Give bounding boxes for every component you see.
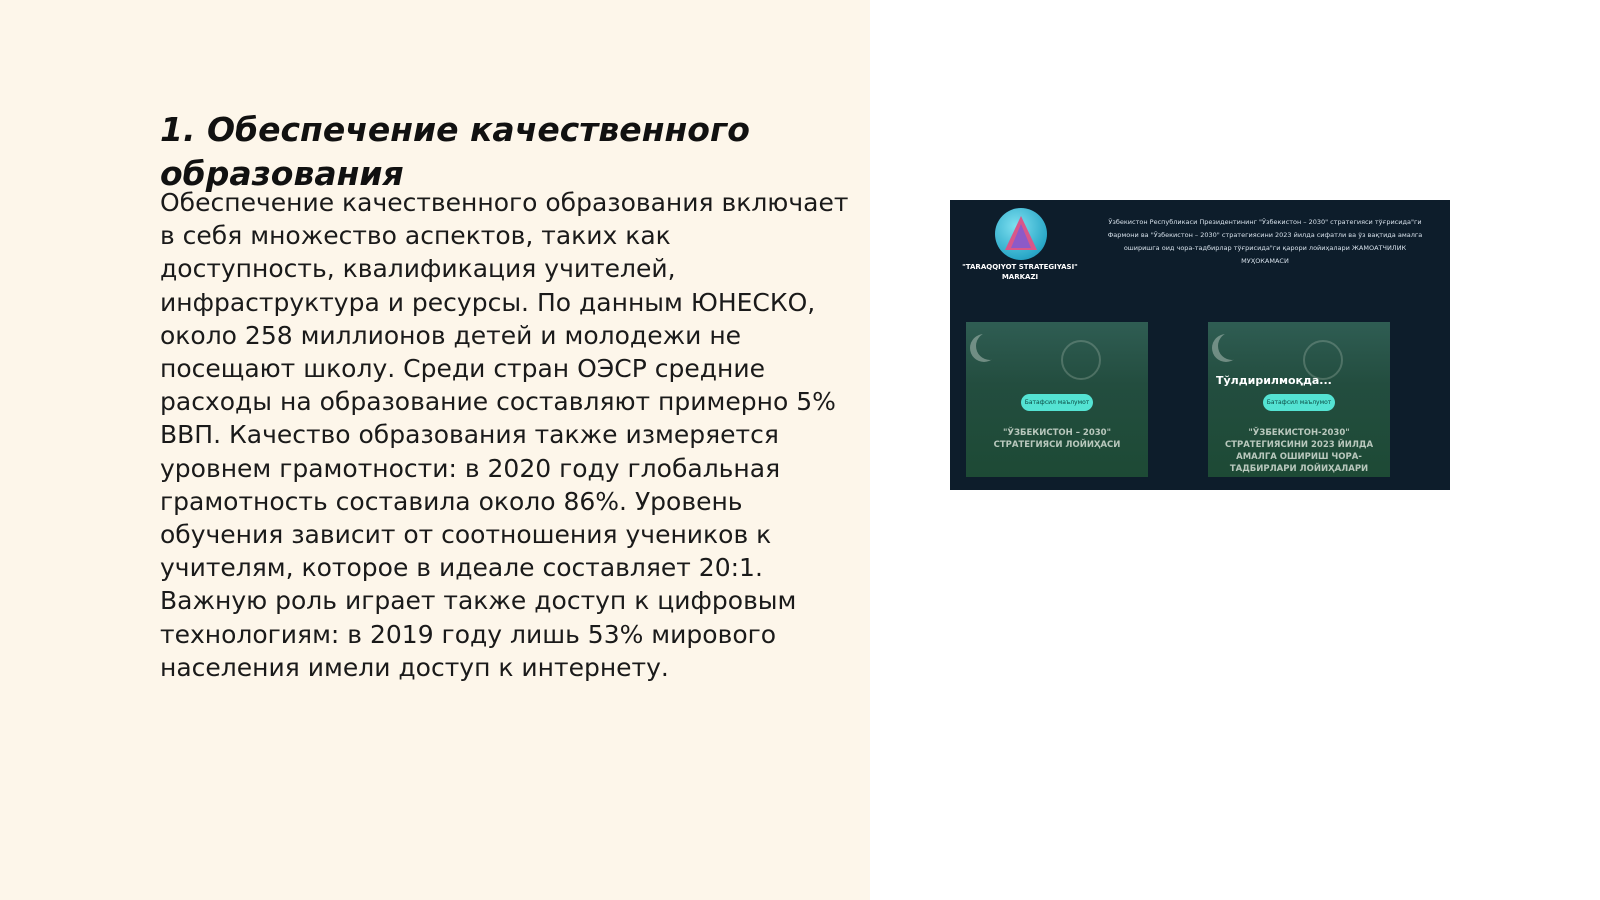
embedded-website-screenshot <box>950 200 1450 490</box>
strategy-card <box>966 322 1148 477</box>
slide-heading: 1. Обеспечение качественного образования <box>160 110 750 193</box>
card-status: Тўлдирилмоқда... <box>1216 374 1332 387</box>
details-button: Батафсил маълумот <box>1263 394 1335 411</box>
slide-body-text: Обеспечение качественного образования включает в себя множество аспектов, таких как доступность, квалификация учителей, инфраструктура и ресурсы. По данным ЮНЕСКО, около 258 миллионов детей и молодежи не посещают школу. Среди стран ОЭСР средние расходы на образование составляют примерно 5% ВВП. Качество образования также измеряется уровнем грамотности: в 2020 году глобальная грамотность составила около 86%. Уровень обучения зависит от соотношения учеников к учителям, которое в идеале составляет 20:1. Важную роль играет также доступ к цифровым технологиям: в 2019 году лишь 53% мирового населения имели доступ к интернету. <box>160 188 849 682</box>
crescent-moon-icon <box>1218 332 1246 360</box>
details-button: Батафсил маълумот <box>1021 394 1093 411</box>
card-caption: "ЎЗБЕКИСТОН – 2030" СТРАТЕГИЯСИ ЛОЙИҲАСИ <box>993 428 1121 450</box>
card-caption: "ЎЗБЕКИСТОН-2030" СТРАТЕГИЯСИНИ 2023 ЙИЛДА АМАЛГА ОШИРИШ ЧОРА-ТАДБИРЛАРИ ЛОЙИҲАЛАРИ <box>1224 428 1374 474</box>
measures-card <box>1208 322 1390 477</box>
logo-inner-triangle <box>1011 224 1031 248</box>
tent-triangle-logo-icon <box>995 208 1047 260</box>
emblem-icon <box>1061 340 1101 380</box>
crescent-moon-icon <box>976 332 1004 360</box>
site-notice: Ўзбекистон Республикаси Президентининг "Ўзбекистон – 2030" стратегияси тўғрисида"ги Фармони ва "Ўзбекистон – 2030" стратегиясини 2023 йилда сифатли ва ўз вақтида амалга оширишга оид чора-тадбирлар тўғрисида"ги қарори лойиҳалари ЖАМОАТЧИЛИК МУҲОКАМАСИ <box>1107 218 1423 265</box>
org-name: "TARAQQIYOT STRATEGIYASI" MARKAZI <box>962 263 1078 281</box>
